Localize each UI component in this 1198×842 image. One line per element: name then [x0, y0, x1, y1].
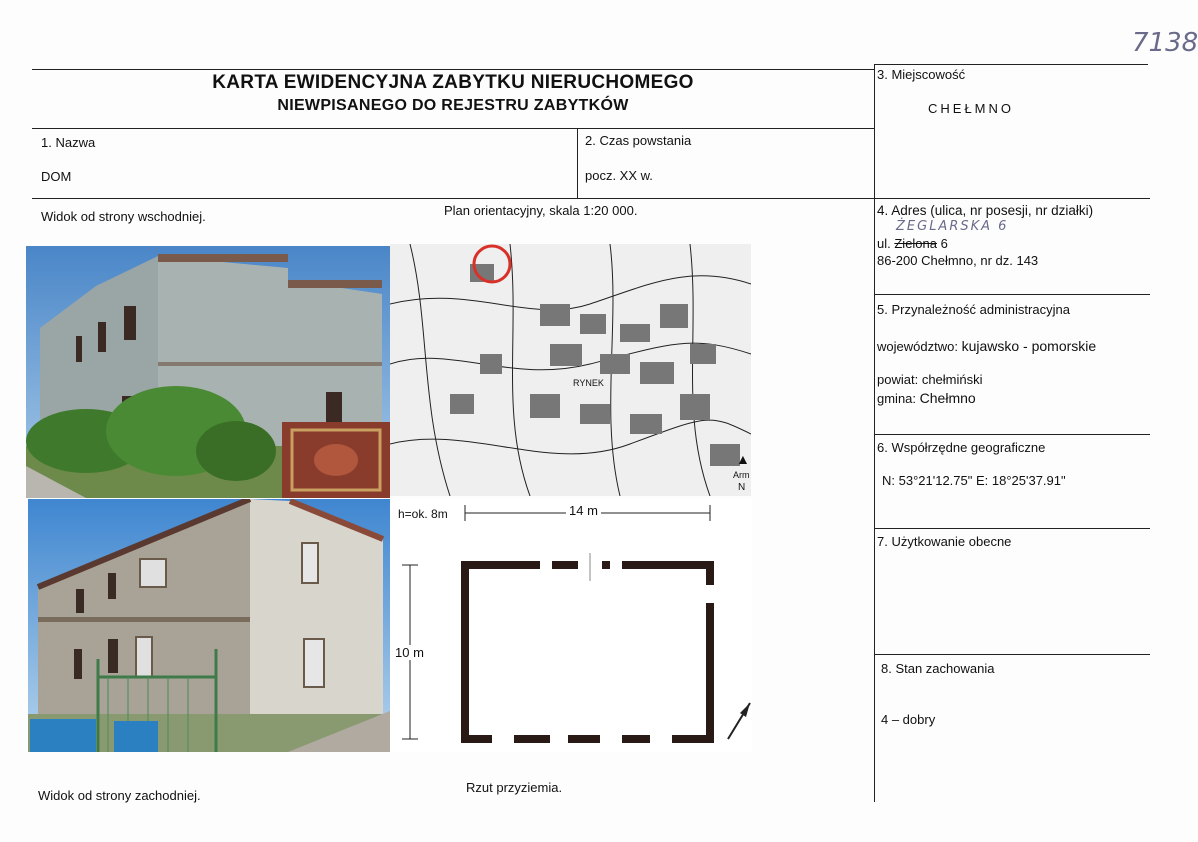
plan-height-note: h=ok. 8m: [398, 507, 448, 521]
plan-depth-label: 10 m: [395, 645, 424, 660]
name-value: DOM: [41, 169, 72, 184]
admin-label: 5. Przynależność administracyjna: [877, 302, 1070, 317]
map-label-arm: Arm: [733, 470, 750, 480]
caption-ground-floor: Rzut przyziemia.: [466, 780, 563, 795]
commune-label: gmina:: [877, 391, 917, 406]
address-street-struck: Zielona: [894, 236, 937, 251]
place-label: 3. Miejscowość: [877, 67, 966, 82]
north-arrow-icon: ▲: [736, 451, 750, 467]
caption-west-view: Widok od strony zachodniej.: [38, 788, 201, 803]
address-label: 4. Adres (ulica, nr posesji, nr działki): [877, 203, 1094, 218]
orientation-map: [390, 244, 751, 496]
title-bottom-line: [32, 128, 874, 129]
top-border: [32, 69, 874, 70]
caption-plan: Plan orientacyjny, skala 1:20 000.: [444, 203, 638, 218]
address-line2: 86-200 Chełmno, nr dz. 143: [877, 253, 1039, 268]
address-handwritten-correction: ŻEGLARSKA 6: [896, 219, 1009, 234]
document-subtitle: NIEWPISANEGO DO REJESTRU ZABYTKÓW: [277, 97, 629, 114]
map-north-label: N: [738, 482, 746, 493]
condition-value: 4 – dobry: [881, 712, 936, 727]
section-5-line: [874, 294, 1150, 295]
document-title: KARTA EWIDENCYJNA ZABYTKU NIERUCHOMEGO: [212, 72, 694, 93]
time-value: pocz. XX w.: [585, 168, 653, 183]
name-time-divider: [577, 128, 578, 198]
top-border-right: [874, 64, 1148, 65]
place-value: CHEŁMNO: [928, 101, 1015, 116]
section-7-line: [874, 528, 1150, 529]
address-line1: [877, 236, 948, 251]
voivodeship-value: kujawsko - pomorskie: [961, 338, 1097, 354]
right-column-divider: [874, 64, 875, 802]
voivodeship-label: województwo:: [877, 339, 958, 354]
photo-west-view: [28, 499, 390, 752]
fields-bottom-line: [32, 198, 1150, 199]
coords-label: 6. Współrzędne geograficzne: [877, 440, 1046, 455]
section-8-line: [874, 654, 1150, 655]
voivodeship: [877, 338, 1096, 354]
photo-east-view: [26, 246, 390, 498]
county-label: powiat:: [877, 372, 919, 387]
map-label-rynek: RYNEK: [573, 378, 604, 388]
condition-label: 8. Stan zachowania: [881, 661, 995, 676]
ground-floor-plan: [390, 499, 752, 752]
address-prefix: ul.: [877, 236, 891, 251]
plan-width-label: 14 m: [566, 503, 601, 518]
county-value: chełmiński: [921, 372, 983, 387]
address-number: 6: [940, 236, 948, 251]
time-label: 2. Czas powstania: [585, 133, 692, 148]
archive-number: 7138: [1132, 28, 1198, 58]
commune-value: Chełmno: [919, 390, 976, 406]
commune: [877, 390, 976, 406]
coords-value: N: 53°21'12.75" E: 18°25'37.91": [882, 473, 1066, 488]
county: [877, 372, 983, 387]
name-label: 1. Nazwa: [41, 135, 96, 150]
section-6-line: [874, 434, 1150, 435]
caption-east-view: Widok od strony wschodniej.: [41, 209, 206, 224]
usage-label: 7. Użytkowanie obecne: [877, 534, 1012, 549]
